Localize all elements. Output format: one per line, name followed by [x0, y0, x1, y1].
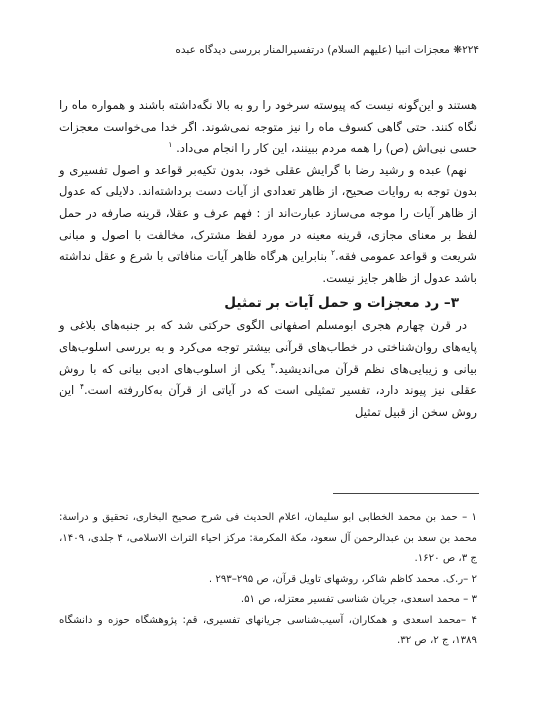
paragraph-1	[59, 95, 477, 160]
main-text	[59, 95, 477, 423]
footnote-ref-1: ۱	[168, 140, 173, 150]
paragraph-1-text: هستند و این‌گونه نیست که پیوسته سرخود را رو به بالا نگه‌داشته باشند و همواره ماه را نگاه کنند. حتی گاهی کسوف ماه را نیز متوجه نمی‌شوند. اگر خدا می‌خواست معجزات حسی نبی‌اش (ص) را همه مردم ببینند، این کار را انجام می‌داد.	[59, 98, 477, 156]
footnote-1: ۱ – حمد بن محمد الخطابی ابو سلیمان، اعلام الحدیث فی شرح صحیح البخاری، تحقیق و دراسة: محمد بن سعد بن عبدالرحمن آل سعود، مكة المكرمة: مركز احياء التراث الاسلامى، ۴ جلدی، ۱۴۰۹، ج ۳، ص ۱۶۲۰.	[59, 512, 477, 564]
paragraph-3	[59, 315, 477, 423]
footnotes	[59, 508, 477, 652]
paragraph-2-tail: بنابراین هرگاه ظاهر آیات منافاتی با شرع و عقل نداشته باشد عدول از ظاهر جایز نیست.	[59, 249, 477, 285]
running-header: ۲۲۴❋ معجزات انبیا (علیهم السلام) درتفسیرالمنار بررسی دیدگاه عبده	[175, 44, 479, 56]
paragraph-2	[59, 160, 477, 290]
footnote-4: ۴ –محمد اسعدی و همکاران، آسیب‌شناسی جریانهای تفسیری، قم: پژوهشگاه حوزه و دانشگاه ۱۳۸۹، ج ۲، ص ۳۲.	[59, 614, 477, 646]
paragraph-3-text-c: این روش سخن از قبیل تمثیل	[59, 383, 477, 419]
section-heading: ۳– رد معجزات و حمل آیات بر تمثیل	[224, 295, 459, 312]
footnote-separator	[333, 493, 479, 494]
footnote-ref-2: ۲	[330, 248, 335, 258]
paragraph-3-text-b: یکی از اسلوب‌های ادبی بیانی که با روش عقلی نیز پیوند دارد، تفسیر تمثیلی است که در آیاتی از قرآن به‌کاررفته است.	[59, 361, 477, 398]
footnote-2: ۲ –ر.ک. محمد کاظم شاکر، روشهای تاویل قرآن، ص ۲۹۵–۲۹۳ .	[208, 573, 477, 585]
footnote-3: ۳ – محمد اسعدی، جریان شناسی تفسیر معتزله، ص ۵۱.	[240, 594, 477, 605]
paragraph-3-text-a: در قرن چهارم هجری ابومسلم اصفهانی الگوی حرکتی شد که بر جنبه‌های بلاغی و پایه‌های روان‌شناختی در خطاب‌های قرآنی بیشتر توجه می‌کرد و به بررسی اسلوب‌های بیانی و زیبایی‌های نظم قرآن می‌اندیشید.	[59, 318, 477, 376]
paragraph-2-text: نهم) عبده و رشید رضا با گرایش عقلی خود، بدون تکیه‌بر قواعد و اصول تفسیری و بدون توجه به روایات صحیح، از ظاهر تعدادی از آیات دست برداشته‌اند. دلایلی که عدول از ظاهر آیات را موجه می‌سازد عبارت‌اند از : فهم عرف و عقلا، قرینه صارفه در حمل لفظ بر معنای مجازی، قرینه معینه در مورد لفظ مشترک، مخالفت با اصول و مبانی شریعت و قواعد عمومی فقه.	[59, 162, 477, 264]
footnote-ref-4: ۴	[79, 382, 84, 392]
footnote-ref-3: ۳	[270, 360, 275, 370]
